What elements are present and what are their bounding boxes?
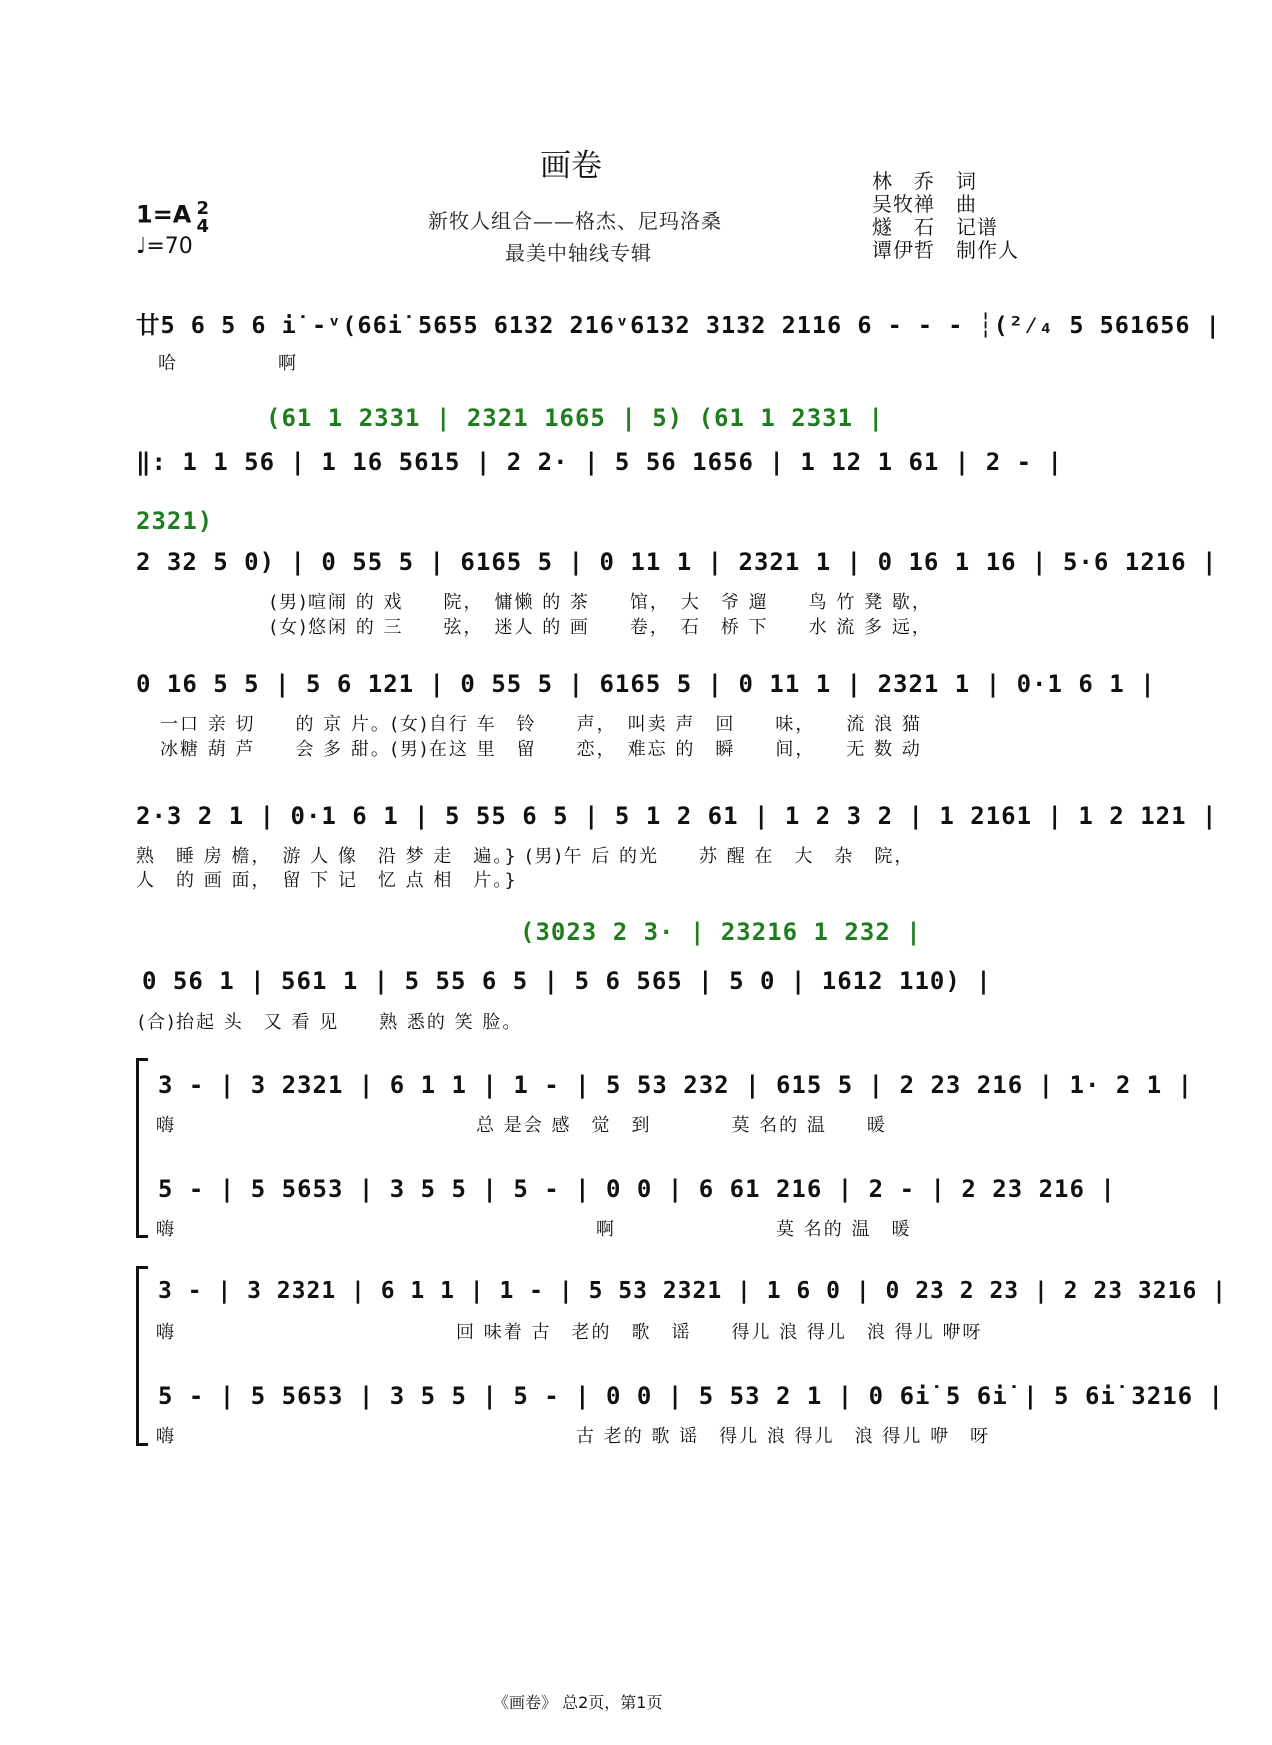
key-signature xyxy=(136,200,209,236)
page-footer: 《画卷》 总2页，第1页 xyxy=(493,1693,663,1712)
page-title: 画卷 xyxy=(540,148,602,184)
time-signature-top: 2 xyxy=(196,198,210,219)
lyric-line-4a: 一口 亲 切 的 京 片。(女)自行 车 铃 声， 叫卖 声 回 味， 流 浪 猫 xyxy=(160,714,922,735)
score-line-4: 0 16 5 5 | 5 6 121 | 0 55 5 | 6165 5 | 0 11 1 | 2321 1 | 0·1 6 1 | xyxy=(136,670,1156,698)
subtitle-album: 最美中轴线专辑 xyxy=(505,241,652,265)
score-line-1: 廿5 6 5 6 i̇ -ᵛ(66i̇ 5655 6132 216ᵛ6132 3132 2116 6 - - - ┆(²⁄₄ 5 561656 | xyxy=(136,311,1221,339)
credit-name: 吴牧禅 xyxy=(872,192,935,216)
credit-role: 词 xyxy=(956,169,977,193)
credit-composer xyxy=(872,193,1019,216)
lyric-line-3b: (女)悠闲 的 三 弦， 迷人 的 画 卷， 石 桥 下 水 流 多 远， xyxy=(270,617,932,638)
time-signature xyxy=(196,200,209,236)
credits-block xyxy=(872,170,1019,262)
lyric-line-7-upper: 嗨 总 是会 感 觉 到 莫 名的 温 暖 xyxy=(156,1115,887,1136)
score-line-5: 2·3 2 1 | 0·1 6 1 | 5 55 6 5 | 5 1 2 61 | 1 2 3 2 | 1 2161 | 1 2 121 | xyxy=(136,802,1218,830)
cue-line-6: (3023 2 3· | 23216 1 232 | xyxy=(520,918,922,946)
credit-lyricist xyxy=(872,170,1019,193)
credit-role: 曲 xyxy=(956,192,977,216)
cue-line-3: 2321) xyxy=(136,507,214,535)
lyric-line-3a: (男)喧闹 的 戏 院， 慵懒 的 茶 馆， 大 爷 遛 鸟 竹 凳 歇， xyxy=(270,592,932,613)
system-bracket xyxy=(136,1266,147,1446)
lyric-line-6a: (合)抬起 头 又 看 见 熟 悉的 笑 脸。 xyxy=(138,1012,523,1033)
score-line-3: 2 32 5 0) | 0 55 5 | 6165 5 | 0 11 1 | 2321 1 | 0 16 1 16 | 5·6 1216 | xyxy=(136,548,1218,576)
lyric-line-1a: 哈 啊 xyxy=(158,353,298,374)
lyric-line-8-upper: 嗨 回 味着 古 老的 歌 谣 得儿 浪 得儿 浪 得儿 咿呀 xyxy=(156,1322,983,1343)
lyric-line-5b: 人 的 画 面， 留 下 记 忆 点 相 片。} xyxy=(136,870,518,891)
credit-name: 谭伊哲 xyxy=(872,238,935,262)
cue-line-2: (61 1 2331 | 2321 1665 | 5) (61 1 2331 | xyxy=(266,404,884,432)
subtitle-artists: 新牧人组合——格杰、尼玛洛桑 xyxy=(428,209,722,233)
tempo-marking: ♩=70 xyxy=(136,234,193,259)
credit-transcriber xyxy=(872,216,1019,239)
time-signature-bottom: 4 xyxy=(196,216,210,237)
credit-name: 燧 石 xyxy=(872,215,935,239)
key-label: 1=A xyxy=(136,200,192,229)
system-bracket xyxy=(136,1058,147,1238)
credit-role: 制作人 xyxy=(956,238,1019,262)
lyric-line-5a: 熟 睡 房 檐， 游 人 像 沿 梦 走 遍。} (男)午 后 的光 苏 醒 在 大 杂 院， xyxy=(136,846,915,867)
credit-name: 林 乔 xyxy=(872,169,935,193)
lyric-line-8-lower: 嗨 古 老的 歌 谣 得儿 浪 得儿 浪 得儿 咿 呀 xyxy=(156,1426,991,1447)
score-line-6: 0 56 1 | 561 1 | 5 55 6 5 | 5 6 565 | 5 0 | 1612 110) | xyxy=(142,967,992,995)
score-line-7-upper: 3 - | 3 2321 | 6 1 1 | 1 - | 5 53 232 | 615 5 | 2 23 216 | 1· 2 1 | xyxy=(158,1071,1194,1099)
score-line-2: ‖: 1 1 56 | 1 16 5615 | 2 2· | 5 56 1656 | 1 12 1 61 | 2 - | xyxy=(136,448,1063,476)
score-line-8-upper: 3 - | 3 2321 | 6 1 1 | 1 - | 5 53 2321 | 1 6 0 | 0 23 2 23 | 2 23 3216 | xyxy=(158,1278,1227,1304)
lyric-line-4b: 冰糖 葫 芦 会 多 甜。(男)在这 里 留 恋， 难忘 的 瞬 间， 无 数 动 xyxy=(160,739,922,760)
score-line-7-lower: 5 - | 5 5653 | 3 5 5 | 5 - | 0 0 | 6 61 216 | 2 - | 2 23 216 | xyxy=(158,1175,1116,1203)
credit-producer xyxy=(872,239,1019,262)
lyric-line-7-lower: 嗨 啊 莫 名的 温 暖 xyxy=(156,1219,912,1240)
credit-role: 记谱 xyxy=(956,215,998,239)
score-line-8-lower: 5 - | 5 5653 | 3 5 5 | 5 - | 0 0 | 5 53 2 1 | 0 6i̇ 5 6i̇ | 5 6i̇ 3216 | xyxy=(158,1382,1224,1410)
